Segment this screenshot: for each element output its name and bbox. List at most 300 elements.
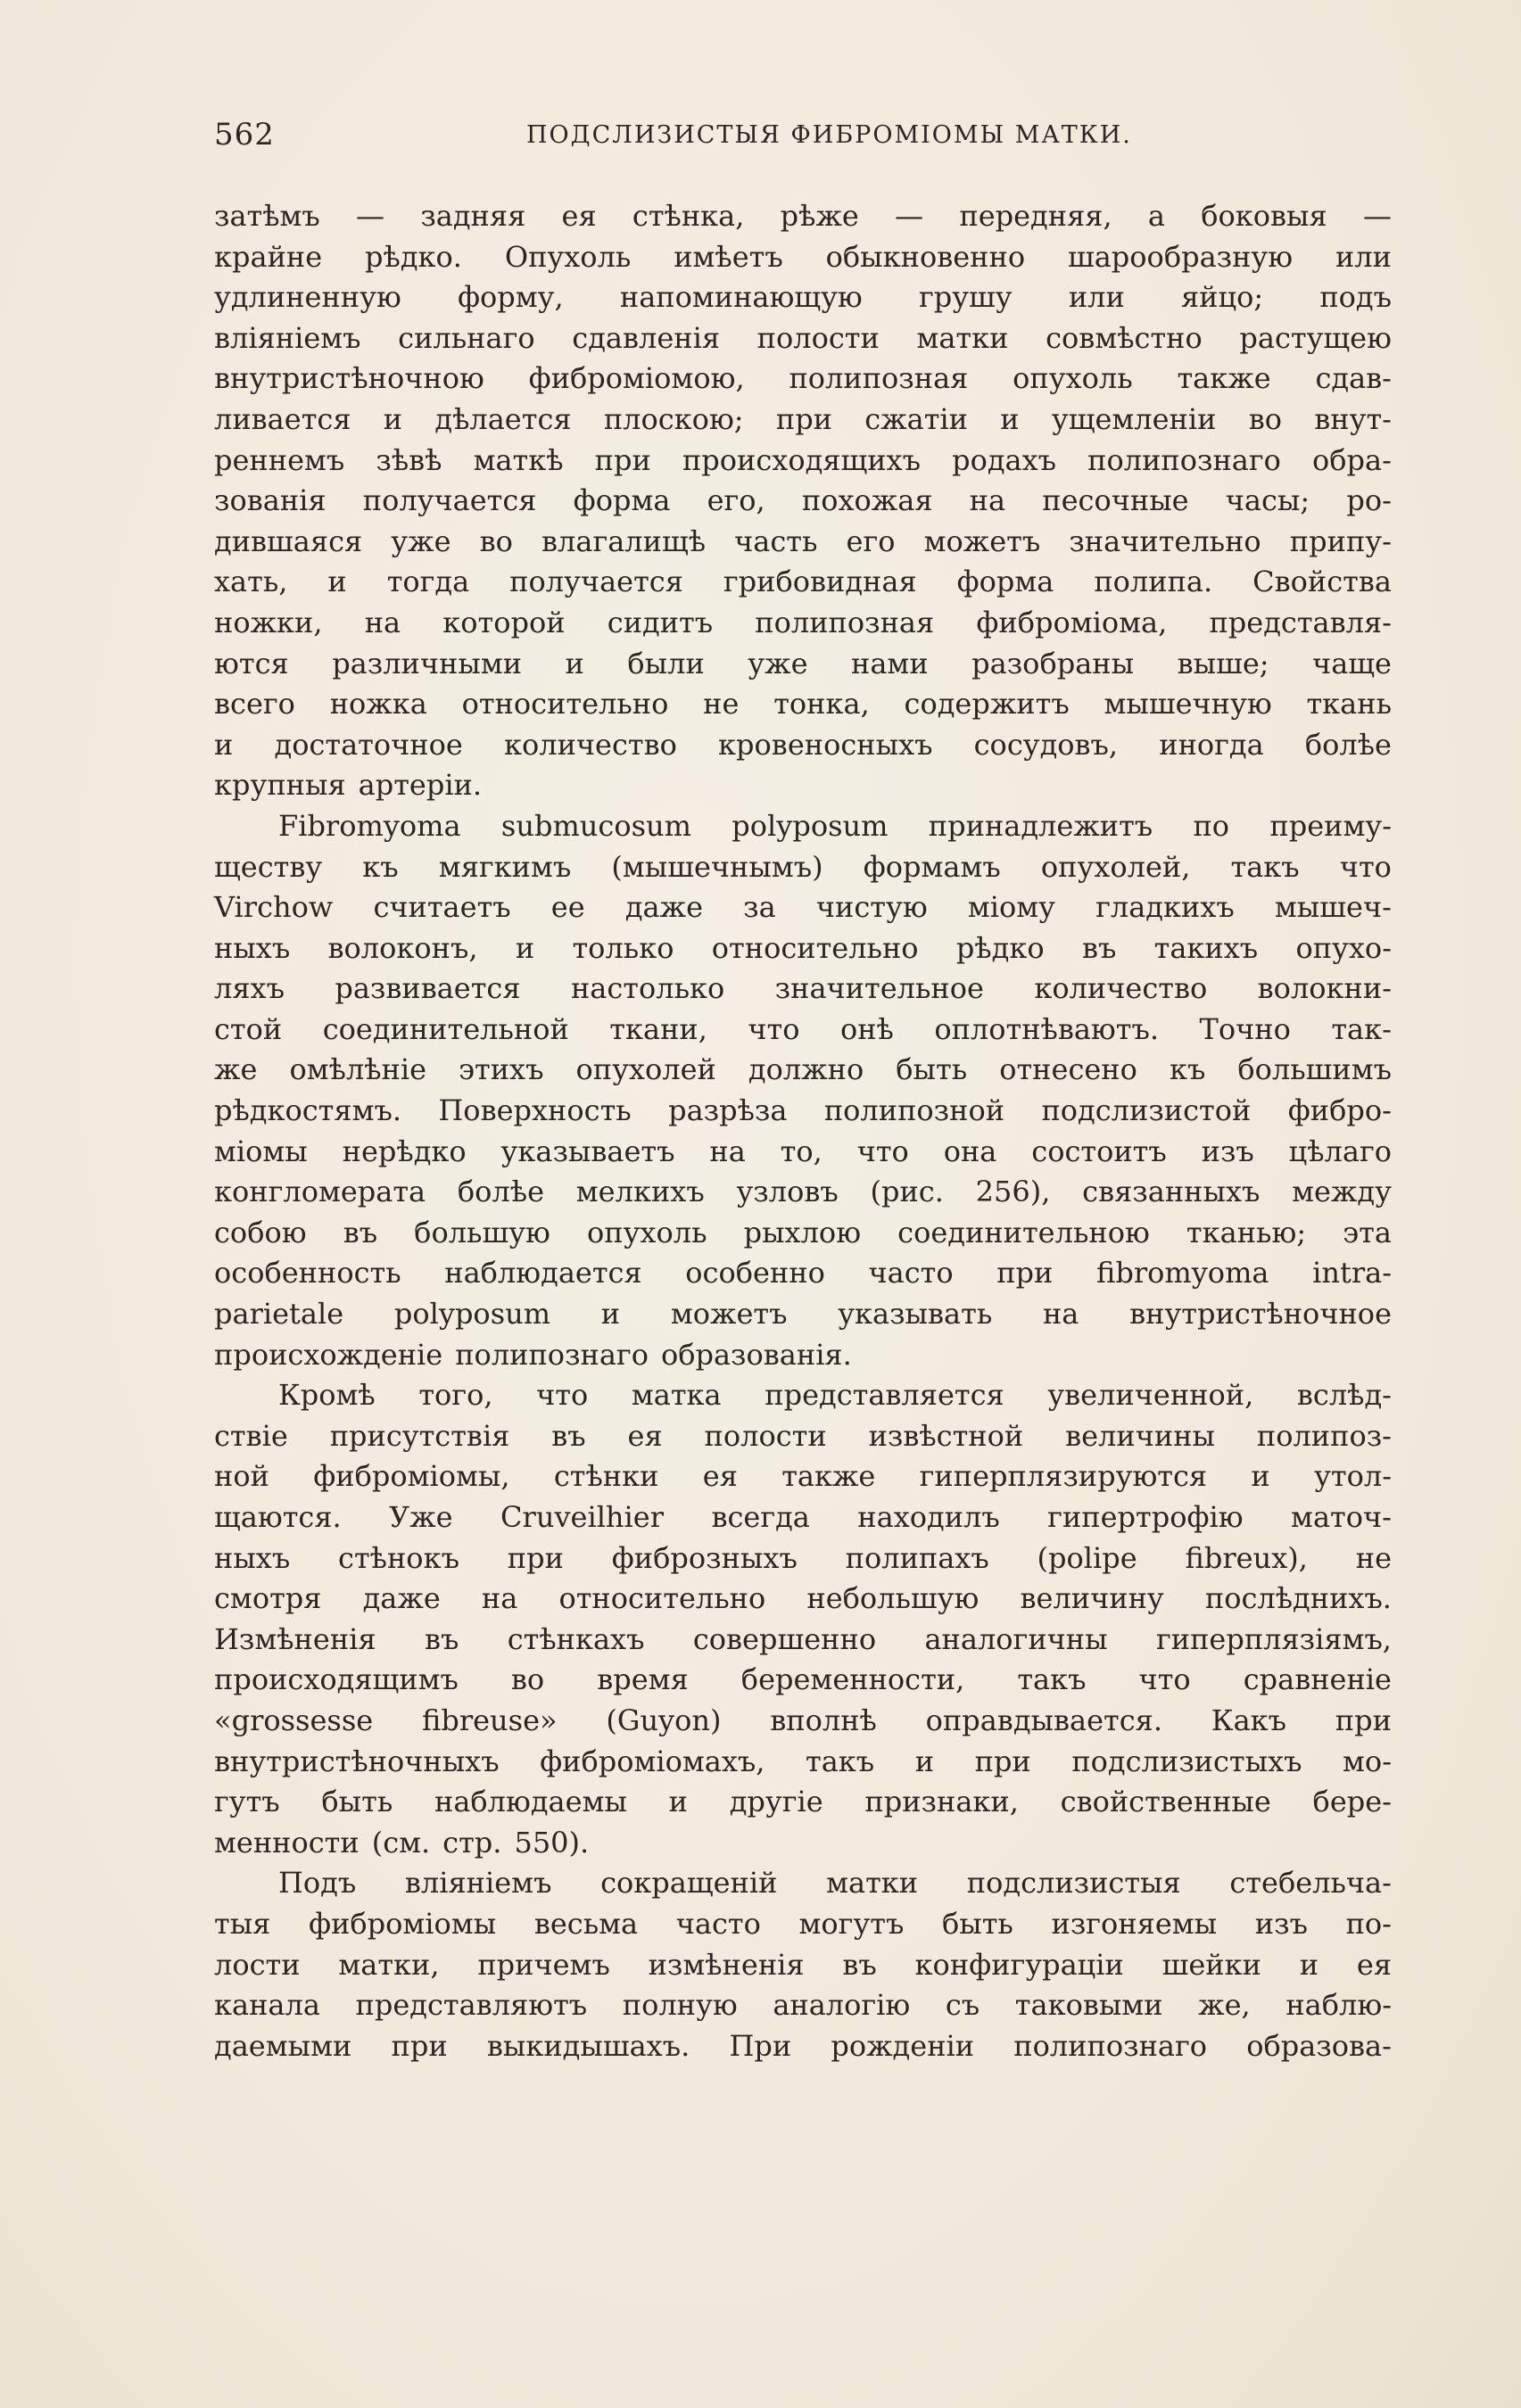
text-line	[214, 684, 1392, 725]
word: что	[1138, 1662, 1191, 1697]
word: Точно	[1199, 1011, 1291, 1046]
word: въ	[424, 1621, 459, 1656]
word: фиброміомою,	[528, 361, 745, 396]
word: часто	[675, 1906, 761, 1941]
word: растущею	[1239, 320, 1392, 355]
text-line	[214, 1010, 1392, 1051]
word: маточ-	[1291, 1500, 1392, 1534]
word: находилъ	[857, 1500, 1000, 1534]
word: стебельча-	[1229, 1866, 1392, 1901]
word: ея	[702, 1459, 738, 1494]
word: его,	[707, 483, 765, 518]
word: содержитъ	[904, 687, 1070, 722]
word: же	[214, 1052, 258, 1087]
word: ткань	[1306, 687, 1392, 722]
word: и	[1000, 401, 1020, 436]
word: получается	[509, 565, 683, 599]
word: достаточное	[274, 727, 463, 762]
word: всего	[214, 687, 295, 722]
word: рѣже	[780, 199, 859, 233]
word: связанныхъ	[1082, 1175, 1261, 1209]
text-line	[214, 1294, 1392, 1335]
text-line	[214, 1335, 1392, 1376]
word: въ	[343, 1215, 378, 1249]
word: не	[703, 687, 740, 722]
word: передняя,	[959, 199, 1112, 233]
word: болѣе	[457, 1175, 544, 1209]
page-number: 562	[214, 117, 275, 153]
word: должно	[748, 1052, 864, 1087]
word: небольшую	[806, 1581, 980, 1616]
word: (polipe	[1037, 1540, 1137, 1575]
word: крупныя	[214, 768, 346, 803]
word: во	[510, 1662, 545, 1697]
word: форма	[573, 483, 671, 518]
word: подслизистыхъ	[1071, 1744, 1302, 1778]
word: сокращеній	[600, 1866, 778, 1901]
word: бере-	[1312, 1785, 1392, 1819]
word: волокни-	[1257, 971, 1392, 1006]
text-line	[214, 1132, 1392, 1173]
word: При	[729, 2028, 792, 2063]
word: внутристѣночное	[1129, 1297, 1392, 1332]
word: при	[996, 1256, 1054, 1291]
word: конфигураціи	[914, 1947, 1124, 1982]
word: онѣ	[839, 1011, 894, 1046]
word: полипозной	[823, 1093, 1005, 1128]
text-line	[214, 765, 1392, 806]
word: оплотнѣваютъ.	[934, 1011, 1160, 1046]
word: то,	[780, 1134, 822, 1168]
word: къ	[362, 849, 399, 884]
word: 256),	[975, 1175, 1051, 1209]
word: цѣлаго	[1288, 1134, 1392, 1168]
word: представляется	[765, 1378, 1004, 1413]
word: ществу	[214, 849, 323, 884]
word: имѣетъ	[674, 239, 783, 274]
word: и	[214, 727, 234, 762]
word: состоитъ	[1031, 1134, 1167, 1168]
word: извѣстной	[868, 1418, 1024, 1453]
word: образова-	[1246, 2028, 1392, 2063]
word: вліяніемъ	[214, 320, 361, 355]
word: хать,	[214, 565, 288, 599]
word: обра-	[1312, 442, 1392, 477]
word: конгломерата	[214, 1175, 426, 1209]
word: нами	[851, 646, 929, 680]
word: разобраны	[971, 646, 1135, 680]
word: за	[743, 890, 776, 925]
word: подслизистыя	[966, 1866, 1181, 1901]
word: обыкновенно	[825, 239, 1026, 274]
word: представля-	[1209, 605, 1392, 639]
word: Virchow	[214, 890, 334, 925]
word: такъ	[806, 1744, 875, 1778]
word: волоконъ,	[327, 930, 478, 965]
text-line	[214, 644, 1392, 685]
word: уже	[748, 646, 808, 680]
word: свойственные	[1060, 1785, 1271, 1819]
word: что	[748, 1011, 800, 1046]
word: его	[846, 524, 896, 558]
word: intra-	[1312, 1256, 1392, 1291]
text-line	[214, 725, 1392, 766]
word: уже	[391, 524, 451, 558]
word: которой	[442, 605, 566, 639]
word: при	[1335, 1703, 1392, 1737]
word: Fibromyoma	[278, 808, 461, 843]
word: величины	[1065, 1418, 1215, 1453]
word: образованія.	[660, 1337, 852, 1372]
word: фиброміомахъ,	[540, 1744, 765, 1778]
word: выкидышахъ.	[486, 2028, 690, 2063]
word: дившаяся	[214, 524, 363, 558]
text-line	[214, 1375, 1392, 1416]
text-line	[214, 522, 1392, 563]
word: шарообразную	[1067, 239, 1294, 274]
word: при	[974, 1744, 1031, 1778]
word: даемыми	[214, 2028, 352, 2063]
word: рожденіи	[831, 2028, 975, 2063]
word: аналогію	[773, 1988, 911, 2023]
text-line	[214, 1985, 1392, 2026]
word: не	[1355, 1540, 1392, 1575]
word: или	[1335, 239, 1392, 274]
word: рѣдко	[955, 930, 1045, 965]
word: ствіе	[214, 1418, 288, 1453]
word: опухолей,	[1040, 849, 1191, 884]
word: и	[327, 565, 347, 599]
word: мо-	[1343, 1744, 1392, 1778]
word: весьма	[533, 1906, 639, 1941]
text-line	[214, 887, 1392, 928]
word: чаще	[1312, 646, 1392, 680]
text-line	[214, 2026, 1392, 2067]
word: были	[627, 646, 705, 680]
word: указываетъ	[500, 1134, 675, 1168]
word: преиму-	[1269, 808, 1392, 843]
word: задняя	[420, 199, 526, 233]
text-line	[214, 603, 1392, 644]
word: —	[356, 199, 385, 233]
word: причемъ	[477, 1947, 610, 1982]
word: полипозная	[755, 605, 935, 639]
text-line	[214, 1742, 1392, 1783]
word: происходящимъ	[214, 1662, 459, 1697]
word: Измѣненія	[214, 1621, 376, 1656]
word: наблюдается	[444, 1256, 642, 1291]
word: фиброміомы,	[313, 1459, 510, 1494]
word: напоминающую	[619, 280, 863, 315]
word: всегда	[711, 1500, 810, 1534]
word: ея	[561, 199, 597, 233]
word: оправдывается.	[925, 1703, 1162, 1737]
text-line	[214, 359, 1392, 400]
word: родахъ	[952, 442, 1057, 477]
word: матки	[826, 1866, 919, 1901]
word: при	[507, 1540, 564, 1575]
word: что	[536, 1378, 589, 1413]
word: зованія	[214, 483, 327, 518]
word: боковыя	[1201, 199, 1327, 233]
word: количество	[503, 727, 677, 762]
word: увеличенной,	[1047, 1378, 1254, 1413]
word: съ	[945, 1988, 980, 2023]
text-line	[214, 1416, 1392, 1457]
word: polyposum	[732, 808, 889, 843]
word: на	[969, 483, 1006, 518]
page-header	[214, 117, 1392, 153]
word: вліяніемъ	[404, 1866, 552, 1901]
word: даже	[624, 890, 703, 925]
word: количество	[1034, 971, 1208, 1006]
word: что	[856, 1134, 909, 1168]
word: рѣдко.	[365, 239, 462, 274]
word: значительное	[774, 971, 984, 1006]
word: по	[1193, 808, 1230, 843]
word: грибовидная	[723, 565, 917, 599]
word: ткани,	[609, 1011, 707, 1046]
word: ро-	[1346, 483, 1392, 518]
word: а	[1147, 199, 1165, 233]
text-line	[214, 1497, 1392, 1538]
word: во	[1248, 401, 1282, 436]
word: fibreuse»	[421, 1703, 558, 1737]
word: такъ	[1230, 849, 1300, 884]
word: быть	[896, 1052, 968, 1087]
word: и	[600, 1297, 621, 1332]
word: что	[1339, 849, 1392, 884]
word: другіе	[729, 1785, 823, 1819]
word: сравненіе	[1243, 1662, 1392, 1697]
word: также	[1177, 361, 1271, 396]
word: соединительной	[322, 1011, 569, 1046]
word: соединительною	[897, 1215, 1150, 1249]
word: (см.	[371, 1825, 431, 1860]
word: различными	[332, 646, 523, 680]
word: сильнаго	[398, 320, 535, 355]
word: между	[1292, 1175, 1392, 1209]
word: «grossesse	[214, 1703, 374, 1737]
word: ной	[214, 1459, 269, 1494]
word: форму,	[457, 280, 564, 315]
text-line	[214, 1456, 1392, 1497]
word: полипахъ	[845, 1540, 989, 1575]
text-line	[214, 806, 1392, 847]
word: беременности,	[740, 1662, 965, 1697]
word: ливается	[214, 401, 351, 436]
word: наблю-	[1285, 1988, 1392, 2023]
text-line	[214, 318, 1392, 359]
word: омѣлѣніе	[289, 1052, 427, 1087]
word: по-	[1345, 1906, 1392, 1941]
word: фиброміомы	[309, 1906, 497, 1941]
word: ее	[550, 890, 585, 925]
text-line	[214, 1172, 1392, 1213]
word: припу-	[1289, 524, 1392, 558]
word: опухолей	[575, 1052, 716, 1087]
word: мелкихъ	[575, 1175, 705, 1209]
word: ножки,	[214, 605, 323, 639]
word: сжатіи	[864, 401, 968, 436]
word: рѣдкостямъ.	[214, 1093, 401, 1128]
word: грушу	[918, 280, 1013, 315]
word: parietale	[214, 1297, 344, 1332]
text-line	[214, 1213, 1392, 1254]
word: міомы	[214, 1134, 308, 1168]
word: сдав-	[1315, 361, 1392, 396]
word: особенность	[214, 1256, 401, 1291]
word: ея	[627, 1418, 663, 1453]
word: этихъ	[459, 1052, 544, 1087]
word: на	[481, 1581, 518, 1616]
word: 550).	[514, 1825, 590, 1860]
word: часть	[734, 524, 818, 558]
word: или	[1068, 280, 1125, 315]
word: вполнѣ	[770, 1703, 877, 1737]
word: матка	[631, 1378, 722, 1413]
word: къ	[1169, 1052, 1206, 1087]
word: стѣнкахъ	[507, 1621, 645, 1656]
word: представляютъ	[355, 1988, 588, 2023]
word: крайне	[214, 239, 323, 274]
word: шейки	[1161, 1947, 1261, 1982]
word: и	[515, 930, 535, 965]
word: того,	[418, 1378, 493, 1413]
word: въ	[1081, 930, 1117, 965]
word: узловъ	[736, 1175, 839, 1209]
word: матки	[916, 320, 1009, 355]
word: совершенно	[692, 1621, 877, 1656]
word: плоскою;	[603, 401, 744, 436]
word: подъ	[1319, 280, 1392, 315]
word: полипоз-	[1256, 1418, 1392, 1453]
text-line	[214, 1782, 1392, 1823]
text-line	[214, 1945, 1392, 1986]
word: таковыми	[1014, 1988, 1163, 2023]
word: формамъ	[863, 849, 1001, 884]
word: разрѣза	[668, 1093, 788, 1128]
word: болѣе	[1304, 727, 1392, 762]
word: изъ	[1254, 1906, 1308, 1941]
word: тонка,	[773, 687, 870, 722]
word: submucosum	[500, 808, 691, 843]
text-line	[214, 847, 1392, 888]
word: измѣненія	[648, 1947, 805, 1982]
word: канала	[214, 1988, 320, 2023]
word: (мышечнымъ)	[611, 849, 823, 884]
text-line	[214, 1823, 1392, 1864]
text-line	[214, 441, 1392, 482]
word: тогда	[386, 565, 470, 599]
word: указывать	[838, 1297, 993, 1332]
word: ляхъ	[214, 971, 285, 1006]
word: опухоль	[1013, 361, 1133, 396]
word: наблюдаемы	[434, 1785, 627, 1819]
word: и	[1299, 1947, 1319, 1982]
word: реннемъ	[214, 442, 345, 477]
word: похожая	[801, 483, 933, 518]
word: стр.	[442, 1825, 502, 1860]
word: и	[383, 401, 403, 436]
word: относительно	[461, 687, 669, 722]
word: происходящихъ	[682, 442, 921, 477]
word: щаются.	[214, 1500, 342, 1534]
word: и	[668, 1785, 688, 1819]
word: тканью;	[1186, 1215, 1307, 1249]
text-line	[214, 481, 1392, 522]
word: же,	[1198, 1988, 1251, 2023]
word: матки,	[338, 1947, 440, 1982]
word: полипозная	[789, 361, 969, 396]
word: время	[597, 1662, 689, 1697]
word: —	[1362, 199, 1392, 233]
word: стѣнокъ	[338, 1540, 459, 1575]
word: маткѣ	[473, 442, 564, 477]
word: сидитъ	[607, 605, 714, 639]
word: послѣднихъ.	[1204, 1581, 1392, 1616]
text-line	[214, 1620, 1392, 1661]
word: Уже	[389, 1500, 453, 1534]
word: относительно	[711, 930, 919, 965]
word: развивается	[335, 971, 521, 1006]
word: и	[1251, 1459, 1270, 1494]
word: даже	[362, 1581, 441, 1616]
word: влагалищѣ	[541, 524, 706, 558]
word: на	[1042, 1297, 1079, 1332]
word: относительно	[558, 1581, 766, 1616]
word: часы;	[1225, 483, 1310, 518]
word: (Guyon)	[606, 1703, 722, 1737]
text-line	[214, 1863, 1392, 1904]
text-line	[214, 1579, 1392, 1620]
word: ущемленіи	[1051, 401, 1217, 436]
word: сосудовъ,	[973, 727, 1119, 762]
word: сдавленія	[572, 320, 720, 355]
word: полипа.	[1094, 565, 1213, 599]
text-line	[214, 196, 1392, 237]
word: часто	[868, 1256, 954, 1291]
word: при	[594, 442, 651, 477]
word: можетъ	[923, 524, 1041, 558]
word: большимъ	[1237, 1052, 1392, 1087]
word: фибро-	[1287, 1093, 1392, 1128]
word: мышечную	[1104, 687, 1272, 722]
text-line	[214, 928, 1392, 969]
word: признаки,	[864, 1785, 1019, 1819]
text-line	[214, 400, 1392, 441]
running-title: ПОДСЛИЗИСТЫЯ ФИБРОМІОМЫ МАТКИ.	[526, 121, 1132, 149]
word: яйцо;	[1180, 280, 1264, 315]
text-line	[214, 969, 1392, 1010]
word: внут-	[1314, 401, 1392, 436]
word: Подъ	[278, 1866, 357, 1901]
word: Кромѣ	[278, 1378, 376, 1413]
word: ются	[214, 646, 289, 680]
word: также	[781, 1459, 876, 1494]
word: получается	[362, 483, 537, 518]
word: значительно	[1069, 524, 1261, 558]
word: лости	[214, 1947, 301, 1982]
word: фиброміома,	[976, 605, 1168, 639]
text-line	[214, 1701, 1392, 1742]
word: происхожденіе	[214, 1337, 443, 1372]
word: на	[709, 1134, 746, 1168]
word: полипознаго	[1087, 442, 1281, 477]
word: она	[943, 1134, 997, 1168]
word: (рис.	[870, 1175, 944, 1209]
word: fibreux),	[1185, 1540, 1308, 1575]
